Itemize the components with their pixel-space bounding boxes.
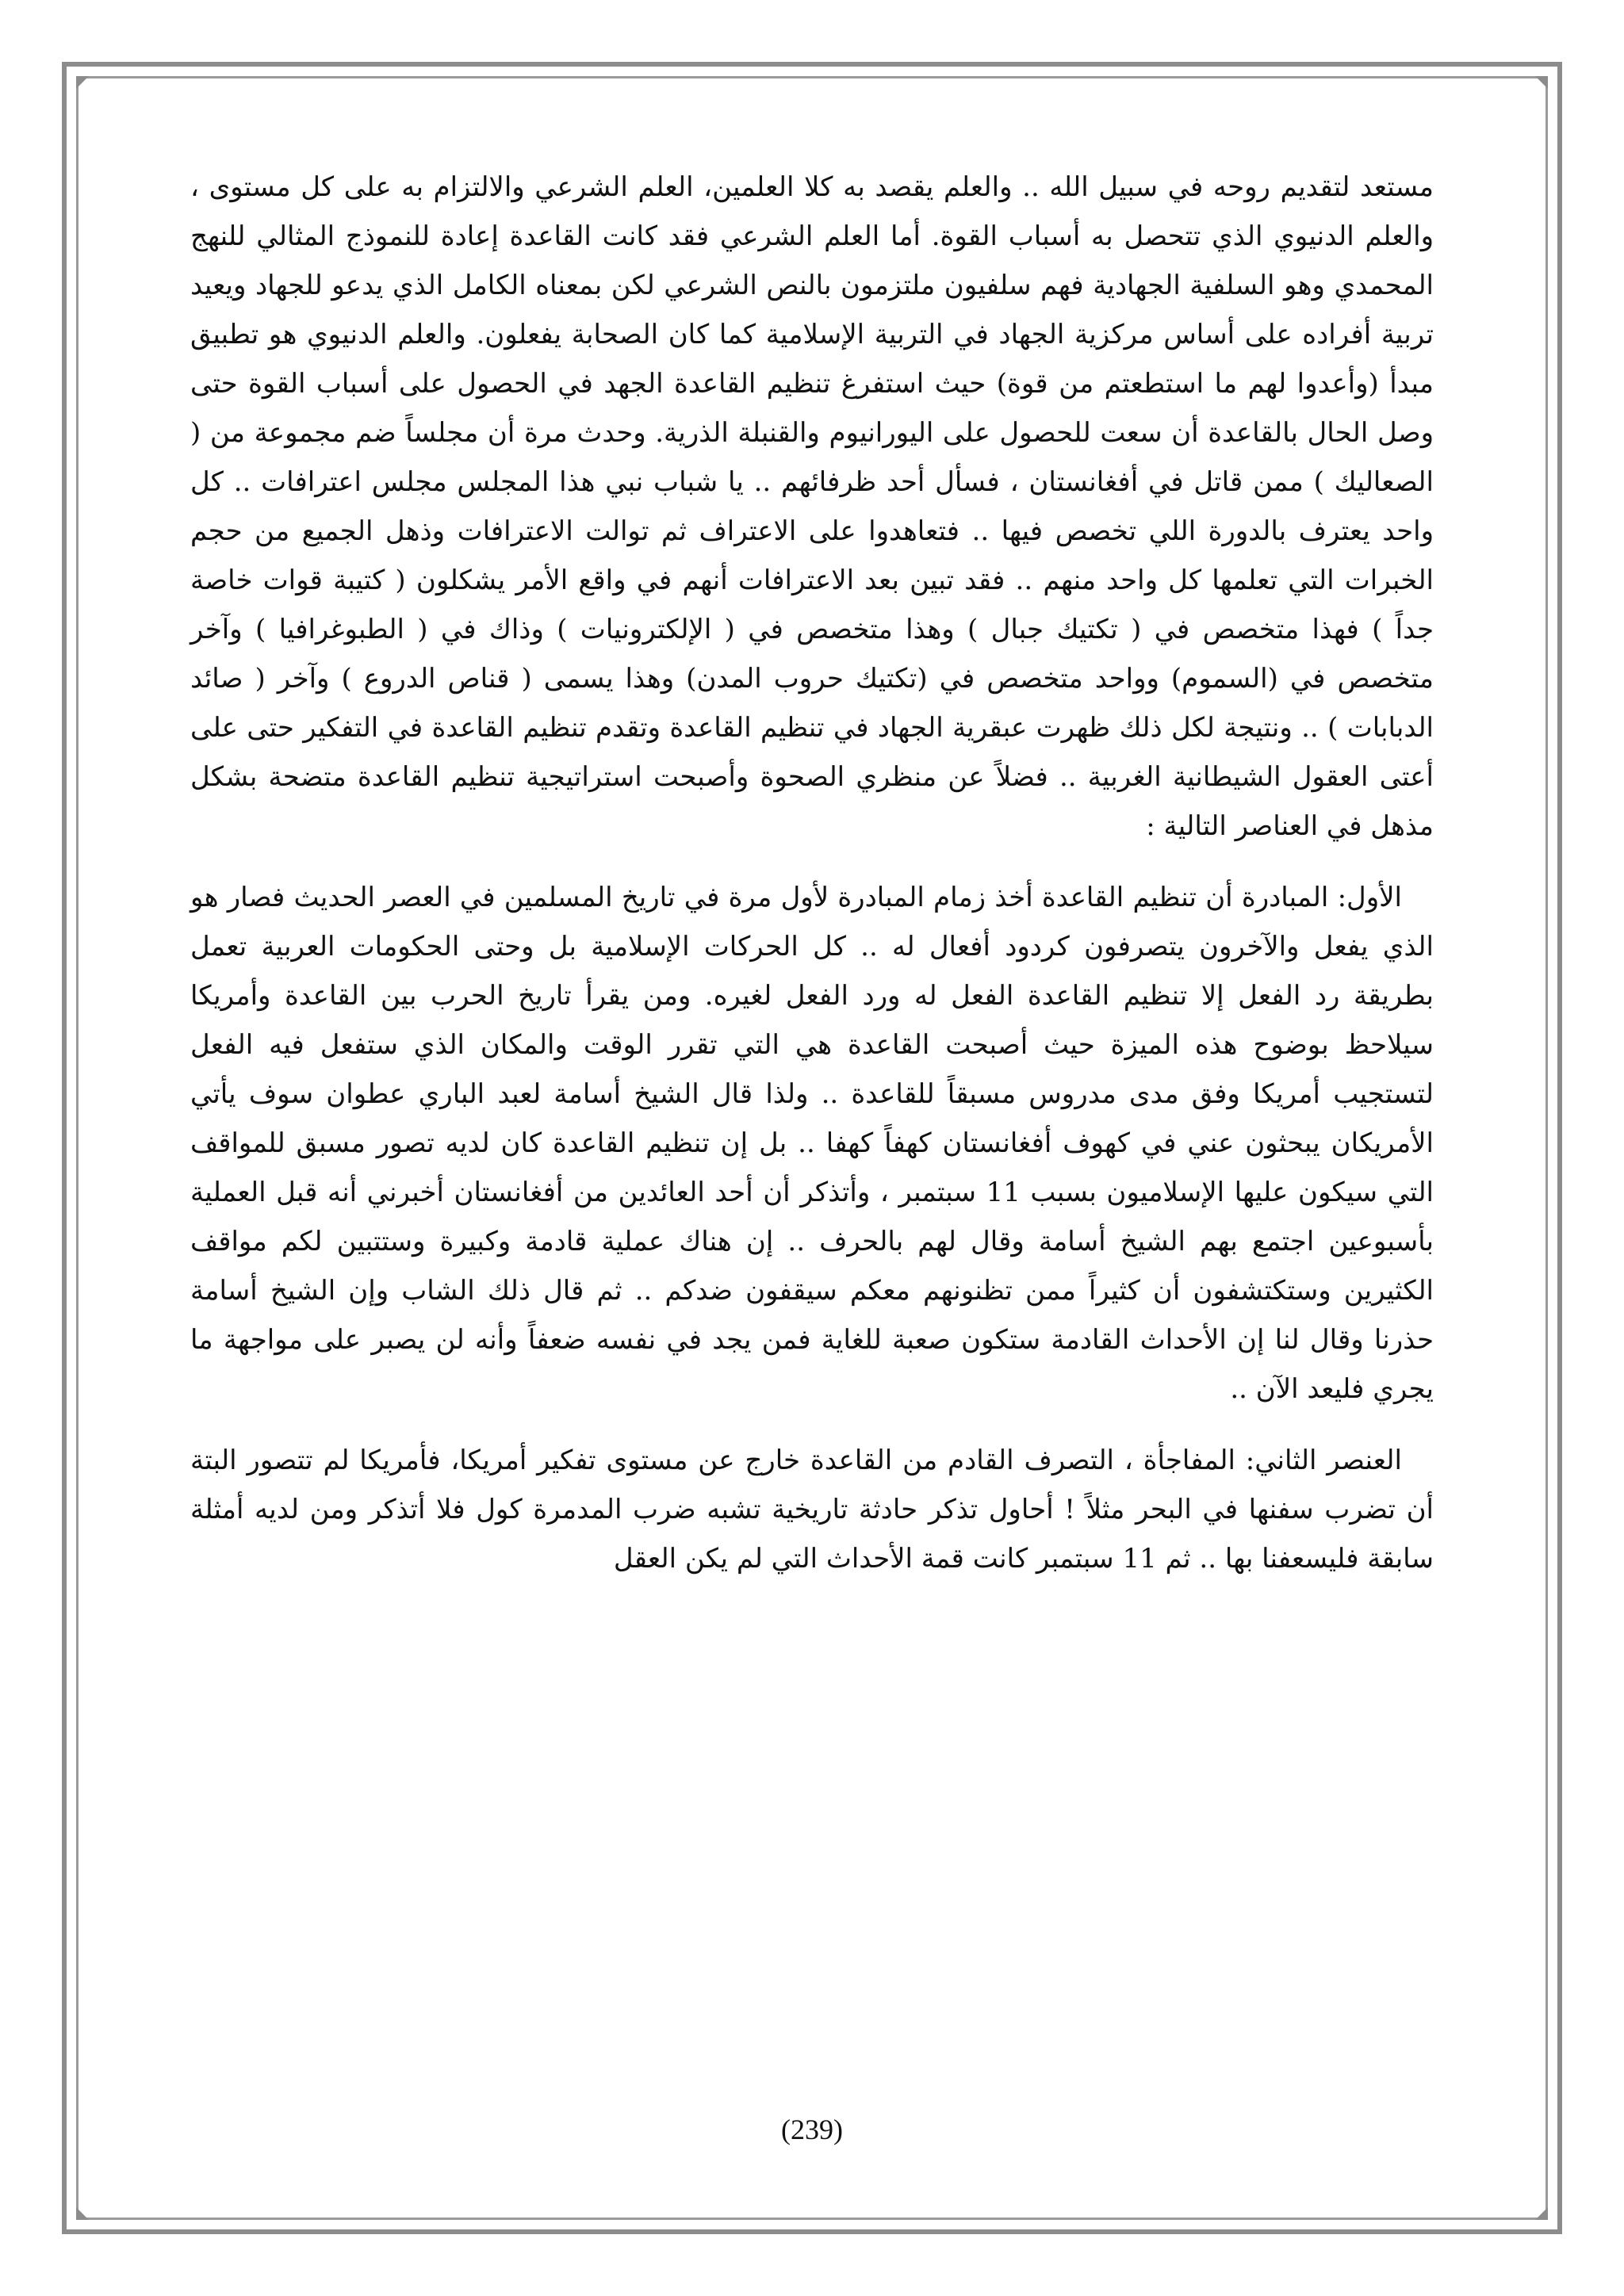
page-number: (239) bbox=[781, 2114, 843, 2145]
paragraph-1: مستعد لتقديم روحه في سبيل الله .. والعلم يقصد به كلا العلمين، العلم الشرعي والالتزام به على كل مستوى ، والعلم الدنيوي الذي تتحصل به أسباب القوة. أما العلم الشرعي فقد كانت القاعدة إعادة للنموذج المثالي للنهج المحمدي وهو السلفية الجهادية فهم سلفيون ملتزمون بالنص الشرعي لكن بمعناه الكامل الذي يدعو للجهاد ويعيد تربية أفراده على أساس مركزية الجهاد في التربية الإسلامية كما كان الصحابة يفعلون. والعلم الدنيوي هو تطبيق مبدأ (وأعدوا لهم ما استطعتم من قوة) حيث استفرغ تنظيم القاعدة الجهد في الحصول على أسباب القوة حتى وصل الحال بالقاعدة أن سعت للحصول على اليورانيوم والقنبلة الذرية. وحدث مرة أن مجلساً ضم مجموعة من ( الصعاليك ) ممن قاتل في أفغانستان ، فسأل أحد ظرفائهم .. يا شباب نبي هذا المجلس مجلس اعترافات .. كل واحد يعترف بالدورة اللي تخصص فيها .. فتعاهدوا على الاعتراف ثم توالت الاعترافات وذهل الجميع من حجم الخبرات التي تعلمها كل واحد منهم .. فقد تبين بعد الاعترافات أنهم في واقع الأمر يشكلون ( كتيبة قوات خاصة جداً ) فهذا متخصص في ( تكتيك جبال ) وهذا متخصص في ( الإلكترونيات ) وذاك في ( الطبوغرافيا ) وآخر متخصص في (السموم) وواحد متخصص في (تكتيك حروب المدن) وهذا يسمى ( قناص الدروع ) وآخر ( صائد الدبابات ) .. ونتيجة لكل ذلك ظهرت عبقرية الجهاد في تنظيم القاعدة وتقدم تنظيم القاعدة في التفكير حتى على أعتى العقول الشيطانية الغربية .. فضلاً عن منظري الصحوة وأصبحت استراتيجية تنظيم القاعدة متضحة بشكل مذهل في العناصر التالية : bbox=[190, 171, 1434, 842]
paragraph-2: الأول: المبادرة أن تنظيم القاعدة أخذ زمام المبادرة لأول مرة في تاريخ المسلمين في العصر الحديث فصار هو الذي يفعل والآخرون يتصرفون كردود أفعال له .. كل الحركات الإسلامية بل وحتى الحكومات العربية تعمل بطريقة رد الفعل إلا تنظيم القاعدة الفعل له ورد الفعل لغيره. ومن يقرأ تاريخ الحرب بين القاعدة وأمريكا سيلاحظ بوضوح هذه الميزة حيث أصبحت القاعدة هي التي تقرر الوقت والمكان الذي ستفعل فيه الفعل لتستجيب أمريكا وفق مدى مدروس مسبقاً للقاعدة .. ولذا قال الشيخ أسامة لعبد الباري عطوان سوف يأتي الأمريكان يبحثون عني في كهوف أفغانستان كهفاً كهفا .. بل إن تنظيم القاعدة كان لديه تصور مسبق للمواقف التي سيكون عليها الإسلاميون بسبب 11 سبتمبر ، وأتذكر أن أحد العائدين من أفغانستان أخبرني أنه قبل العملية بأسبوعين اجتمع بهم الشيخ أسامة وقال لهم بالحرف .. إن هناك عملية قادمة وكبيرة وستتبين لكم مواقف الكثيرين وستكتشفون أن كثيراً ممن تظنونهم معكم سيقفون ضدكم .. ثم قال ذلك الشاب وإن الشيخ أسامة حذرنا وقال لنا إن الأحداث القادمة ستكون صعبة للغاية فمن يجد في نفسه ضعفاً وأنه لن يصبر على مواجهة ما يجري فليعد الآن .. bbox=[190, 882, 1434, 1405]
corner-ornament-top-left bbox=[76, 76, 89, 89]
corner-ornament-bottom-left bbox=[76, 2207, 89, 2220]
corner-ornament-bottom-right bbox=[1535, 2207, 1548, 2220]
paragraph-3: العنصر الثاني: المفاجأة ، التصرف القادم من القاعدة خارج عن مستوى تفكير أمريكا، فأمريكا لم تتصور البتة أن تضرب سفنها في البحر مثلاً ! أحاول تذكر حادثة تاريخية تشبه ضرب المدمرة كول فلا أتذكر ومن لديه أمثلة سابقة فليسعفنا بها .. ثم 11 سبتمبر كانت قمة الأحداث التي لم يكن العقل bbox=[190, 1445, 1434, 1575]
page-body bbox=[190, 163, 1434, 1605]
corner-ornament-top-right bbox=[1535, 76, 1548, 89]
